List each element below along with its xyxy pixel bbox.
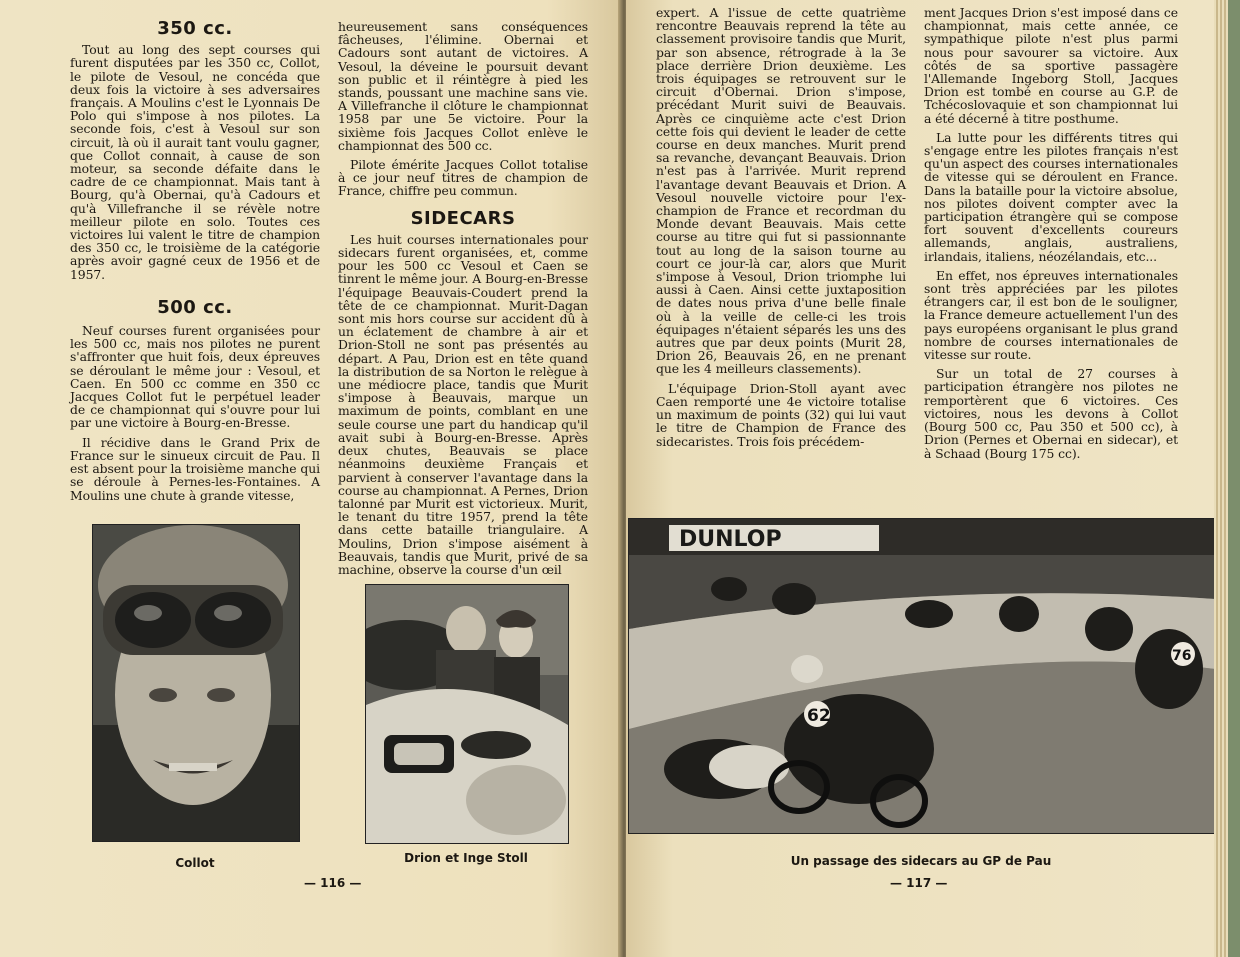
left-column-2 bbox=[338, 20, 588, 582]
paragraph-500-2: Il récidive dans le Grand Prix de France sur le sinueux circuit de Pau. Il est absent pour la troisième manche qui se déroule à Pernes-les-Fontaines. A Moulins une chute à grande vitesse, bbox=[70, 434, 320, 503]
photo-sidecars-pau bbox=[628, 518, 1216, 834]
cover-edge bbox=[1228, 0, 1240, 957]
photo-drion-stoll bbox=[365, 584, 569, 844]
paragraph-col4-3: En effet, nos épreuves internationales sont très appréciées par les pilotes étrangers car, il est bon de le souligner, la France demeure actuellement l'un des pays européens organisant le plus grand nombre de courses internationales de vitesse sur route. bbox=[924, 267, 1178, 363]
heading-sidecars: SIDECARS bbox=[410, 207, 516, 229]
paragraph-col4-2: La lutte pour les différents titres qui s'engage entre les pilotes français n'est qu'un aspect des courses internationales de vitesse qui se déroulent en France. Dans la bataille pour la victoire absolue, nos pilotes doivent compter avec la participation étrangère qui se compose fort souvent d'excellents coureurs allemands, anglais, australiens, irlandais, italiens, néozélandais, etc... bbox=[924, 129, 1178, 264]
race-number-62: 62 bbox=[807, 706, 831, 726]
paragraph-col4-4: Sur un total de 27 courses à participation étrangère nos pilotes ne remportèrent que 6 victoires. Ces victoires, nous les devons à Collot (Bourg 500 cc, Pau 350 et 500 cc), à Drion (Pernes et Obernai en sidecar), et à Schaad (Bourg 175 cc). bbox=[924, 366, 1178, 461]
drion-stoll-image bbox=[366, 585, 568, 843]
collot-portrait-image bbox=[93, 525, 299, 841]
photo-collot bbox=[92, 524, 300, 842]
page-number-117: — 117 — bbox=[890, 876, 948, 890]
sidecars-race-image bbox=[629, 519, 1215, 833]
caption-drion-stoll: Drion et Inge Stoll bbox=[404, 851, 528, 865]
right-column-1 bbox=[656, 6, 906, 454]
paragraph-col3-2: L'équipage Drion-Stoll ayant avec Caen remporté une 4e victoire totalise un maximum de points (32) qui lui vaut le titre de Champion de France des sidecaristes. Trois fois précédem- bbox=[656, 380, 906, 449]
page-edge bbox=[1214, 0, 1240, 957]
heading-500cc: 500 cc. bbox=[157, 296, 233, 318]
paragraph-350-1: Tout au long des sept courses qui furent disputées par les 350 cc, Collot, le pilote de Vesoul, ne concéda que deux fois la victoire à ses adversaires français. A Moulins c'est le Lyonnais De Polo qui s'impose à nos pilotes. La seconde fois, c'est à Vesoul sur son circuit, là où il aurait tant voulu gagner, que Collot connait, à cause de son moteur, sa seconde défaite dans le cadre de ce championnat. Mais tant à Bourg, qu'à Obernai, qu'à Cadours et qu'à Villefranche il se révèle notre meilleur pilote en solo. Toutes ces victoires lui valent le titre de champion des 350 cc, le troisième de la catégorie après avoir gagné ceux de 1956 et de 1957. bbox=[70, 42, 320, 282]
right-column-2 bbox=[924, 6, 1178, 466]
caption-sidecars-pau: Un passage des sidecars au GP de Pau bbox=[790, 854, 1052, 868]
right-page bbox=[626, 0, 1216, 957]
paragraph-col2-1: heureusement sans conséquences fâcheuses, l'élimine. Obernai et Cadours sont autant de victoires. A Vesoul, la déveine le poursuit devant son public et il réintègre à pied les stands, poussant une machine sans vie. A Villefranche il clôture le championnat 1958 par une 5e victoire. Pour la sixième fois Jacques Collot enlève le championnat des 500 cc. bbox=[338, 19, 588, 153]
paragraph-col3-1: expert. A l'issue de cette quatrième rencontre Beauvais reprend la tête au classement provisoire tandis que Murit, par son absence, rétrograde à la 3e place derrière Drion deuxième. Les trois équipages se retrouvent sur le circuit d'Obernai. Drion s'impose, précédant Murit suivi de Beauvais. Après ce cinquième acte c'est Drion cette fois qui devient le leader de cette course en deux manches. Murit prend sa revanche, devançant Beauvais. Drion n'est pas à l'arrivée. Murit reprend l'avantage devant Beauvais et Drion. A Vesoul nouvelle victoire pour l'ex-champion de France et recordman du Monde devant Beauvais. Mais cette course au titre qui fut si passionnante tout au long de la saison tourne au court ce jour-là car, alors que Murit s'impose à Vesoul, Drion triomphe lui aussi à Caen. Ainsi cette juxtaposition de dates nous priva d'une belle finale où à la veille de celle-ci les trois équipages n'étaient séparés les uns des autres que par deux points (Murit 28, Drion 26, Beauvais 26, en ne prenant que les 4 meilleurs classements). bbox=[656, 5, 906, 377]
paragraph-col4-1: ment Jacques Drion s'est imposé dans ce championnat, mais cette année, ce sympathique pilote n'est plus parmi nous pour savourer sa victoire. Aux côtés de sa sportive passagère l'Allemande Ingeborg Stoll, Jacques Drion est tombé en course au G.P. de Tchécoslovaquie et son championnat lui a été décerné à titre posthume. bbox=[924, 5, 1178, 126]
race-number-76: 76 bbox=[1172, 648, 1192, 664]
paragraph-sidecars-1: Les huit courses internationales pour sidecars furent organisées, et, comme pour les 500 cc Vesoul et Caen se tinrent le même jour. A Bourg-en-Bresse l'équipage Beauvais-Coudert prend la tête de ce championnat. Murit-Dagan sont mis hors course sur accident dû à un éclatement de chambre à air et Drion-Stoll ne sont pas présentés au départ. A Pau, Drion est en tête quand la distribution de sa Norton le relègue à une médiocre place, tandis que Murit s'impose à Beauvais, marque un maximum de points, comblant en une seule course une part du handicap qu'il avait subi à Bourg-en-Bresse. Après deux chutes, Beauvais se place néanmoins deuxième Français et parvient à conserver l'avantage dans la course au championnat. A Pernes, Drion talonné par Murit est victorieux. Murit, le tenant du titre 1957, prend la tête dans cette bataille triangulaire. A Moulins, Drion s'impose aisément à Beauvais, tandis que Murit, privé de sa machine, observe la course d'un œil bbox=[338, 231, 588, 577]
paragraph-col2-2: Pilote émérite Jacques Collot totalise à ce jour neuf titres de champion de France, chiffre peu commun. bbox=[338, 157, 588, 199]
dunlop-banner: DUNLOP bbox=[679, 527, 782, 552]
paragraph-500-1: Neuf courses furent organisées pour les 500 cc, mais nos pilotes ne purent s'affronter que huit fois, deux épreuves se déroulant le même jour : Vesoul, et Caen. En 500 cc comme en 350 cc Jacques Collot fut le perpétuel leader de ce championnat qui s'ouvre pour lui par une victoire à Bourg-en-Bresse. bbox=[70, 323, 320, 431]
page-number-116: — 116 — bbox=[304, 876, 362, 890]
heading-350cc: 350 cc. bbox=[157, 18, 233, 39]
caption-collot: Collot bbox=[175, 856, 215, 870]
left-column-1 bbox=[70, 18, 320, 508]
